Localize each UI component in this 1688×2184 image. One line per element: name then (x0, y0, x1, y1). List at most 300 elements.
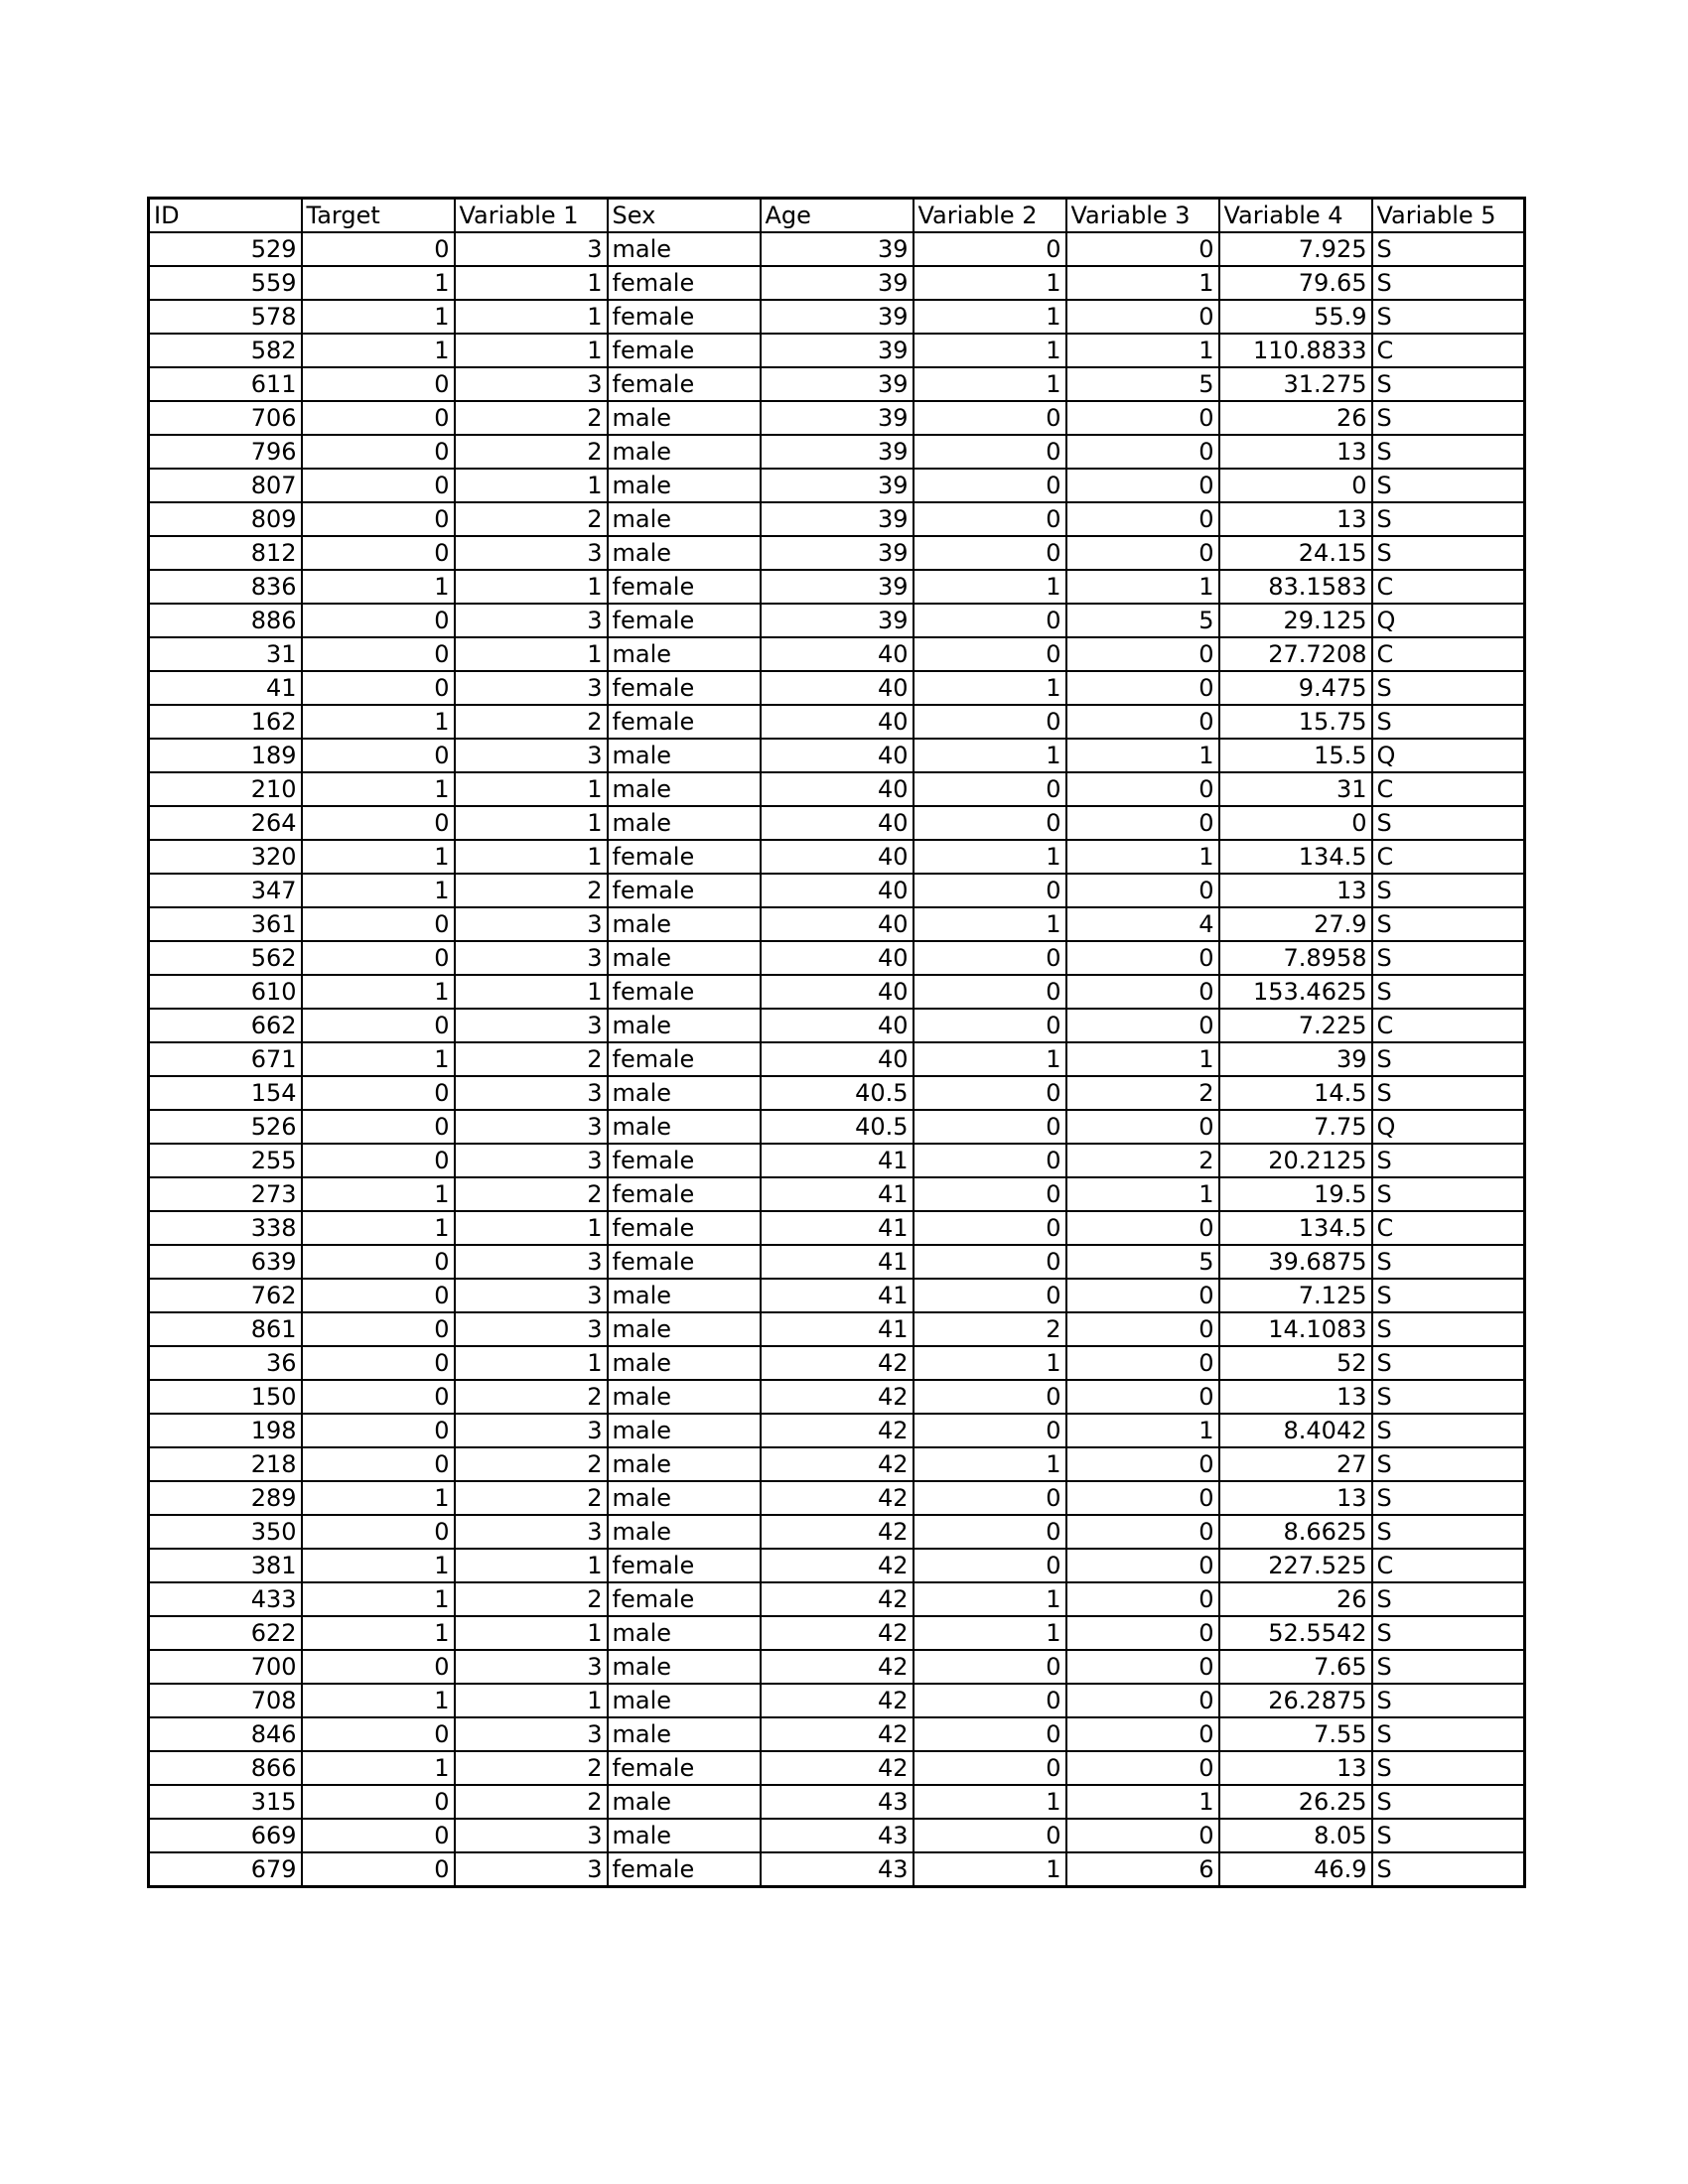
cell-variable-5: S (1372, 232, 1525, 266)
cell-variable-5: S (1372, 1481, 1525, 1515)
table-row (149, 1650, 1525, 1684)
cell-variable-1: 3 (455, 1009, 608, 1042)
cell-target: 0 (302, 637, 455, 671)
cell-variable-1: 2 (455, 401, 608, 435)
cell-id: 886 (149, 604, 302, 637)
cell-variable-3: 0 (1066, 1312, 1219, 1346)
cell-variable-4: 39 (1219, 1042, 1372, 1076)
cell-sex: female (608, 570, 761, 604)
cell-sex: female (608, 1042, 761, 1076)
cell-variable-4: 29.125 (1219, 604, 1372, 637)
cell-id: 578 (149, 300, 302, 334)
cell-target: 0 (302, 604, 455, 637)
cell-age: 42 (761, 1346, 914, 1380)
cell-variable-1: 2 (455, 1751, 608, 1785)
cell-variable-3: 0 (1066, 1549, 1219, 1582)
cell-variable-3: 1 (1066, 1042, 1219, 1076)
cell-id: 582 (149, 334, 302, 367)
cell-variable-4: 0 (1219, 806, 1372, 840)
cell-variable-5: C (1372, 1009, 1525, 1042)
cell-sex: male (608, 1076, 761, 1110)
cell-target: 1 (302, 1211, 455, 1245)
cell-variable-2: 0 (914, 1414, 1066, 1447)
table-row (149, 1009, 1525, 1042)
cell-variable-2: 1 (914, 739, 1066, 772)
cell-age: 42 (761, 1751, 914, 1785)
cell-id: 529 (149, 232, 302, 266)
table-row (149, 806, 1525, 840)
cell-variable-5: C (1372, 840, 1525, 874)
cell-variable-1: 3 (455, 907, 608, 941)
cell-variable-4: 13 (1219, 435, 1372, 469)
cell-variable-3: 0 (1066, 1684, 1219, 1717)
table-row (149, 637, 1525, 671)
cell-variable-1: 3 (455, 1110, 608, 1144)
cell-id: 255 (149, 1144, 302, 1177)
cell-variable-4: 39.6875 (1219, 1245, 1372, 1279)
cell-variable-3: 0 (1066, 705, 1219, 739)
cell-variable-1: 2 (455, 1447, 608, 1481)
cell-variable-1: 1 (455, 975, 608, 1009)
cell-variable-2: 0 (914, 401, 1066, 435)
cell-target: 0 (302, 1245, 455, 1279)
table-row (149, 1346, 1525, 1380)
cell-variable-4: 7.65 (1219, 1650, 1372, 1684)
cell-variable-2: 0 (914, 1650, 1066, 1684)
cell-variable-5: Q (1372, 1110, 1525, 1144)
cell-variable-3: 0 (1066, 772, 1219, 806)
cell-variable-2: 0 (914, 1076, 1066, 1110)
cell-age: 39 (761, 435, 914, 469)
cell-sex: female (608, 671, 761, 705)
cell-variable-3: 0 (1066, 232, 1219, 266)
cell-variable-5: C (1372, 1211, 1525, 1245)
cell-variable-2: 1 (914, 1042, 1066, 1076)
cell-variable-5: S (1372, 536, 1525, 570)
cell-variable-1: 3 (455, 1076, 608, 1110)
cell-target: 0 (302, 469, 455, 502)
cell-age: 40 (761, 806, 914, 840)
table-row (149, 1616, 1525, 1650)
table-row (149, 1751, 1525, 1785)
cell-variable-5: S (1372, 1751, 1525, 1785)
cell-sex: male (608, 637, 761, 671)
cell-target: 0 (302, 1110, 455, 1144)
cell-variable-2: 0 (914, 772, 1066, 806)
cell-variable-1: 3 (455, 1515, 608, 1549)
table-row (149, 367, 1525, 401)
cell-age: 41 (761, 1211, 914, 1245)
cell-variable-1: 2 (455, 705, 608, 739)
cell-sex: male (608, 1380, 761, 1414)
cell-variable-1: 2 (455, 1481, 608, 1515)
cell-variable-3: 0 (1066, 435, 1219, 469)
cell-variable-3: 1 (1066, 334, 1219, 367)
cell-variable-4: 26.25 (1219, 1785, 1372, 1819)
cell-sex: female (608, 705, 761, 739)
cell-variable-2: 0 (914, 1684, 1066, 1717)
cell-sex: female (608, 367, 761, 401)
cell-variable-3: 5 (1066, 367, 1219, 401)
cell-variable-3: 0 (1066, 637, 1219, 671)
column-header-sex: Sex (608, 199, 761, 233)
cell-age: 42 (761, 1549, 914, 1582)
cell-variable-5: S (1372, 1616, 1525, 1650)
cell-id: 611 (149, 367, 302, 401)
cell-target: 0 (302, 1144, 455, 1177)
cell-variable-5: S (1372, 1042, 1525, 1076)
cell-target: 0 (302, 1414, 455, 1447)
cell-variable-4: 14.5 (1219, 1076, 1372, 1110)
table-row (149, 941, 1525, 975)
cell-variable-5: S (1372, 1346, 1525, 1380)
cell-variable-1: 2 (455, 1177, 608, 1211)
cell-age: 42 (761, 1582, 914, 1616)
cell-id: 700 (149, 1650, 302, 1684)
table-row (149, 840, 1525, 874)
cell-variable-2: 0 (914, 975, 1066, 1009)
column-header-id: ID (149, 199, 302, 233)
cell-variable-4: 26 (1219, 401, 1372, 435)
cell-variable-2: 0 (914, 637, 1066, 671)
cell-id: 198 (149, 1414, 302, 1447)
cell-variable-1: 1 (455, 266, 608, 300)
cell-sex: female (608, 874, 761, 907)
cell-target: 0 (302, 1447, 455, 1481)
column-header-age: Age (761, 199, 914, 233)
cell-age: 42 (761, 1414, 914, 1447)
cell-variable-4: 7.225 (1219, 1009, 1372, 1042)
column-header-variable-1: Variable 1 (455, 199, 608, 233)
cell-id: 338 (149, 1211, 302, 1245)
column-header-target: Target (302, 199, 455, 233)
cell-variable-3: 6 (1066, 1852, 1219, 1887)
cell-id: 154 (149, 1076, 302, 1110)
cell-sex: female (608, 1852, 761, 1887)
cell-age: 42 (761, 1481, 914, 1515)
cell-sex: male (608, 435, 761, 469)
cell-variable-2: 0 (914, 1515, 1066, 1549)
cell-sex: male (608, 469, 761, 502)
cell-variable-2: 1 (914, 367, 1066, 401)
table-row (149, 536, 1525, 570)
cell-variable-2: 0 (914, 502, 1066, 536)
cell-variable-5: S (1372, 907, 1525, 941)
table-row (149, 570, 1525, 604)
table-row (149, 604, 1525, 637)
cell-sex: male (608, 232, 761, 266)
cell-sex: male (608, 1650, 761, 1684)
cell-target: 1 (302, 874, 455, 907)
cell-variable-5: S (1372, 1076, 1525, 1110)
cell-variable-1: 3 (455, 367, 608, 401)
cell-variable-4: 7.925 (1219, 232, 1372, 266)
cell-target: 0 (302, 1009, 455, 1042)
cell-variable-3: 0 (1066, 300, 1219, 334)
table-row (149, 1076, 1525, 1110)
cell-variable-4: 46.9 (1219, 1852, 1372, 1887)
cell-variable-2: 0 (914, 1717, 1066, 1751)
cell-variable-1: 3 (455, 536, 608, 570)
cell-variable-4: 13 (1219, 502, 1372, 536)
cell-sex: female (608, 1582, 761, 1616)
cell-variable-4: 8.4042 (1219, 1414, 1372, 1447)
cell-variable-2: 0 (914, 1549, 1066, 1582)
column-header-variable-3: Variable 3 (1066, 199, 1219, 233)
cell-age: 41 (761, 1177, 914, 1211)
cell-variable-5: S (1372, 1279, 1525, 1312)
cell-variable-4: 15.5 (1219, 739, 1372, 772)
cell-variable-1: 2 (455, 1785, 608, 1819)
cell-sex: male (608, 907, 761, 941)
cell-variable-1: 3 (455, 1717, 608, 1751)
cell-variable-2: 0 (914, 1009, 1066, 1042)
cell-variable-3: 1 (1066, 1414, 1219, 1447)
table-row (149, 1312, 1525, 1346)
cell-variable-4: 7.125 (1219, 1279, 1372, 1312)
cell-variable-5: S (1372, 401, 1525, 435)
cell-variable-4: 9.475 (1219, 671, 1372, 705)
cell-target: 1 (302, 1177, 455, 1211)
cell-variable-3: 0 (1066, 1110, 1219, 1144)
cell-variable-1: 3 (455, 1279, 608, 1312)
cell-variable-2: 0 (914, 232, 1066, 266)
cell-age: 43 (761, 1819, 914, 1852)
cell-variable-1: 2 (455, 1380, 608, 1414)
cell-target: 1 (302, 772, 455, 806)
column-header-variable-2: Variable 2 (914, 199, 1066, 233)
cell-variable-3: 2 (1066, 1076, 1219, 1110)
cell-variable-3: 0 (1066, 1346, 1219, 1380)
cell-id: 350 (149, 1515, 302, 1549)
cell-sex: male (608, 1110, 761, 1144)
cell-variable-2: 0 (914, 874, 1066, 907)
column-header-variable-5: Variable 5 (1372, 199, 1525, 233)
cell-target: 0 (302, 1819, 455, 1852)
cell-variable-5: S (1372, 1447, 1525, 1481)
cell-variable-4: 31.275 (1219, 367, 1372, 401)
cell-id: 273 (149, 1177, 302, 1211)
cell-target: 1 (302, 840, 455, 874)
cell-variable-1: 3 (455, 1650, 608, 1684)
cell-variable-1: 3 (455, 1414, 608, 1447)
cell-variable-5: S (1372, 671, 1525, 705)
cell-target: 0 (302, 671, 455, 705)
cell-variable-5: S (1372, 1785, 1525, 1819)
cell-target: 0 (302, 1076, 455, 1110)
table-row (149, 739, 1525, 772)
cell-variable-2: 1 (914, 334, 1066, 367)
cell-id: 189 (149, 739, 302, 772)
cell-id: 622 (149, 1616, 302, 1650)
cell-target: 0 (302, 1852, 455, 1887)
cell-sex: female (608, 1751, 761, 1785)
cell-variable-5: Q (1372, 739, 1525, 772)
cell-variable-3: 0 (1066, 1819, 1219, 1852)
cell-target: 0 (302, 1785, 455, 1819)
cell-age: 40 (761, 1009, 914, 1042)
cell-sex: male (608, 1346, 761, 1380)
cell-variable-4: 227.525 (1219, 1549, 1372, 1582)
cell-variable-3: 5 (1066, 1245, 1219, 1279)
cell-variable-3: 0 (1066, 1211, 1219, 1245)
cell-variable-2: 1 (914, 1447, 1066, 1481)
table-row (149, 772, 1525, 806)
cell-target: 0 (302, 1515, 455, 1549)
cell-variable-4: 8.6625 (1219, 1515, 1372, 1549)
table-row (149, 1515, 1525, 1549)
cell-variable-5: S (1372, 1582, 1525, 1616)
cell-age: 43 (761, 1785, 914, 1819)
cell-age: 40 (761, 907, 914, 941)
cell-age: 40.5 (761, 1110, 914, 1144)
cell-target: 0 (302, 401, 455, 435)
table-row (149, 232, 1525, 266)
table-row (149, 975, 1525, 1009)
cell-variable-5: S (1372, 806, 1525, 840)
table-row (149, 1279, 1525, 1312)
cell-variable-5: S (1372, 705, 1525, 739)
cell-variable-3: 0 (1066, 1515, 1219, 1549)
cell-variable-2: 0 (914, 1279, 1066, 1312)
cell-id: 861 (149, 1312, 302, 1346)
cell-variable-2: 0 (914, 536, 1066, 570)
cell-target: 0 (302, 232, 455, 266)
table-row (149, 1211, 1525, 1245)
cell-target: 1 (302, 705, 455, 739)
cell-variable-3: 0 (1066, 469, 1219, 502)
cell-id: 708 (149, 1684, 302, 1717)
cell-variable-2: 1 (914, 1852, 1066, 1887)
cell-sex: female (608, 334, 761, 367)
cell-id: 381 (149, 1549, 302, 1582)
cell-variable-5: S (1372, 469, 1525, 502)
cell-variable-1: 3 (455, 1144, 608, 1177)
cell-id: 264 (149, 806, 302, 840)
cell-sex: male (608, 1481, 761, 1515)
cell-variable-2: 0 (914, 1144, 1066, 1177)
data-table (147, 197, 1526, 1888)
cell-variable-5: S (1372, 1414, 1525, 1447)
table-row (149, 1582, 1525, 1616)
cell-age: 39 (761, 536, 914, 570)
cell-variable-3: 0 (1066, 671, 1219, 705)
cell-variable-5: S (1372, 1852, 1525, 1887)
cell-variable-4: 7.55 (1219, 1717, 1372, 1751)
cell-variable-5: S (1372, 874, 1525, 907)
cell-sex: male (608, 1312, 761, 1346)
cell-age: 39 (761, 604, 914, 637)
cell-age: 40 (761, 975, 914, 1009)
cell-variable-2: 1 (914, 1616, 1066, 1650)
table-row (149, 469, 1525, 502)
cell-variable-4: 13 (1219, 1751, 1372, 1785)
cell-age: 42 (761, 1717, 914, 1751)
cell-target: 1 (302, 1549, 455, 1582)
cell-id: 36 (149, 1346, 302, 1380)
table-row (149, 1245, 1525, 1279)
cell-variable-5: S (1372, 502, 1525, 536)
cell-variable-1: 1 (455, 1684, 608, 1717)
cell-variable-5: S (1372, 975, 1525, 1009)
cell-variable-5: C (1372, 1549, 1525, 1582)
cell-target: 0 (302, 502, 455, 536)
column-header-variable-4: Variable 4 (1219, 199, 1372, 233)
table-row (149, 1852, 1525, 1887)
cell-variable-4: 26.2875 (1219, 1684, 1372, 1717)
cell-target: 1 (302, 1042, 455, 1076)
cell-age: 40 (761, 739, 914, 772)
cell-id: 218 (149, 1447, 302, 1481)
cell-id: 809 (149, 502, 302, 536)
cell-age: 43 (761, 1852, 914, 1887)
cell-sex: male (608, 806, 761, 840)
cell-target: 0 (302, 1717, 455, 1751)
cell-variable-2: 1 (914, 907, 1066, 941)
cell-variable-2: 1 (914, 1346, 1066, 1380)
cell-id: 866 (149, 1751, 302, 1785)
cell-age: 40 (761, 840, 914, 874)
cell-id: 762 (149, 1279, 302, 1312)
cell-target: 0 (302, 1312, 455, 1346)
cell-variable-4: 79.65 (1219, 266, 1372, 300)
cell-age: 39 (761, 570, 914, 604)
cell-variable-5: C (1372, 772, 1525, 806)
cell-variable-3: 1 (1066, 739, 1219, 772)
cell-id: 846 (149, 1717, 302, 1751)
cell-variable-1: 3 (455, 671, 608, 705)
cell-variable-3: 0 (1066, 941, 1219, 975)
cell-variable-5: S (1372, 1717, 1525, 1751)
cell-variable-3: 0 (1066, 1582, 1219, 1616)
table-row (149, 401, 1525, 435)
cell-id: 639 (149, 1245, 302, 1279)
cell-id: 669 (149, 1819, 302, 1852)
cell-variable-2: 1 (914, 266, 1066, 300)
cell-age: 41 (761, 1312, 914, 1346)
cell-id: 562 (149, 941, 302, 975)
cell-sex: female (608, 300, 761, 334)
cell-id: 315 (149, 1785, 302, 1819)
cell-age: 42 (761, 1380, 914, 1414)
cell-variable-5: Q (1372, 604, 1525, 637)
cell-age: 42 (761, 1684, 914, 1717)
cell-sex: male (608, 1414, 761, 1447)
cell-target: 0 (302, 1380, 455, 1414)
cell-variable-2: 0 (914, 604, 1066, 637)
cell-variable-2: 0 (914, 806, 1066, 840)
cell-variable-3: 2 (1066, 1144, 1219, 1177)
cell-age: 39 (761, 300, 914, 334)
cell-variable-3: 0 (1066, 1380, 1219, 1414)
cell-variable-4: 52.5542 (1219, 1616, 1372, 1650)
cell-sex: male (608, 502, 761, 536)
cell-target: 0 (302, 367, 455, 401)
cell-variable-2: 0 (914, 435, 1066, 469)
cell-variable-2: 1 (914, 840, 1066, 874)
cell-age: 39 (761, 502, 914, 536)
cell-variable-2: 0 (914, 1751, 1066, 1785)
cell-variable-1: 1 (455, 1549, 608, 1582)
cell-age: 39 (761, 266, 914, 300)
cell-variable-2: 0 (914, 1211, 1066, 1245)
cell-variable-3: 0 (1066, 1279, 1219, 1312)
cell-variable-4: 153.4625 (1219, 975, 1372, 1009)
cell-target: 1 (302, 975, 455, 1009)
cell-variable-1: 2 (455, 1582, 608, 1616)
cell-variable-3: 1 (1066, 266, 1219, 300)
cell-target: 1 (302, 1684, 455, 1717)
